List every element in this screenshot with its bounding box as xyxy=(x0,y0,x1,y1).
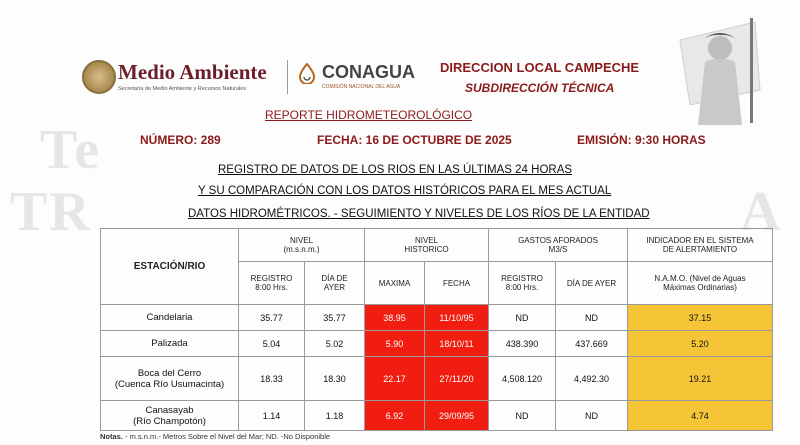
nivel-ayer: 5.02 xyxy=(305,331,365,357)
header-gasto-registro: REGISTRO 8:00 Hrs. xyxy=(489,262,556,305)
header-nivel-historico: NIVEL HISTORICO xyxy=(365,229,489,262)
nivel-fecha: 11/10/95 xyxy=(425,305,489,331)
nivel-maxima: 5.90 xyxy=(365,331,425,357)
report-title: REPORTE HIDROMETEOROLÓGICO xyxy=(265,108,473,122)
gasto-ayer: 437.669 xyxy=(556,331,628,357)
nivel-registro: 35.77 xyxy=(239,305,305,331)
section-heading-1: REGISTRO DE DATOS DE LOS RIOS EN LAS ÚLTIMAS 24 HORAS xyxy=(218,164,573,176)
namo-value: 19.21 xyxy=(628,357,773,401)
header-indicador: INDICADOR EN EL SISTEMA DE ALERTAMIENTO xyxy=(628,229,773,262)
nivel-maxima: 38.95 xyxy=(365,305,425,331)
nivel-fecha: 27/11/20 xyxy=(425,357,489,401)
direccion-title: DIRECCION LOCAL CAMPECHE xyxy=(440,60,640,75)
nivel-maxima: 6.92 xyxy=(365,401,425,431)
gasto-registro: 438.390 xyxy=(489,331,556,357)
mexico-seal-icon xyxy=(82,60,116,94)
header-namo: N.A.M.O. (Nivel de Aguas Máximas Ordinarias) xyxy=(628,262,773,305)
gasto-ayer: 4,492.30 xyxy=(556,357,628,401)
watermark-text-2: TR xyxy=(10,181,92,243)
gasto-ayer: ND xyxy=(556,305,628,331)
table-row xyxy=(101,357,773,401)
header-maxima: MAXIMA xyxy=(365,262,425,305)
watermark-text-1: Te xyxy=(40,119,102,181)
gasto-ayer: ND xyxy=(556,401,628,431)
nivel-ayer: 1.18 xyxy=(305,401,365,431)
header-dia-ayer: DÍA DE AYER xyxy=(305,262,365,305)
nivel-ayer: 18.30 xyxy=(305,357,365,401)
header-registro: REGISTRO 8:00 Hrs. xyxy=(239,262,305,305)
table-header-row xyxy=(101,229,773,262)
notes-text: - m.s.n.m.- Metros Sobre el Nivel del Mar; ND. -No Disponible xyxy=(122,432,331,441)
table-notes xyxy=(100,432,330,441)
nivel-registro: 18.33 xyxy=(239,357,305,401)
namo-value: 4.74 xyxy=(628,401,773,431)
header-gastos: GASTOS AFORADOS M3/S xyxy=(489,229,628,262)
namo-value: 5.20 xyxy=(628,331,773,357)
section-heading-3: DATOS HIDROMÉTRICOS. - SEGUIMIENTO Y NIVELES DE LOS RÍOS DE LA ENTIDAD xyxy=(188,208,650,220)
table-row xyxy=(101,401,773,431)
notes-label: Notas. xyxy=(100,432,123,441)
medio-ambiente-logo-subtitle: Secretaría de Medio Ambiente y Recursos Naturales xyxy=(118,86,247,92)
nivel-fecha: 29/09/95 xyxy=(425,401,489,431)
conagua-drop-icon xyxy=(296,62,318,84)
station-name: Boca del Cerro (Cuenca Río Usumacinta) xyxy=(101,357,239,401)
flag-woman-illustration-icon xyxy=(650,10,780,125)
watermark-text-3: A xyxy=(740,181,783,243)
section-heading-2: Y SU COMPARACIÓN CON LOS DATOS HISTÓRICOS PARA EL MES ACTUAL xyxy=(198,185,612,197)
conagua-logo-title: CONAGUA xyxy=(322,62,415,82)
report-date: FECHA: 16 DE OCTUBRE DE 2025 xyxy=(317,133,512,147)
medio-ambiente-logo-title: Medio Ambiente xyxy=(118,60,267,84)
station-name: Candelaria xyxy=(101,305,239,331)
gasto-registro: ND xyxy=(489,401,556,431)
nivel-maxima: 22.17 xyxy=(365,357,425,401)
table-row xyxy=(101,305,773,331)
logo-divider xyxy=(287,60,288,94)
conagua-logo-subtitle: COMISIÓN NACIONAL DEL AGUA xyxy=(322,84,401,90)
station-name: Canasayab (Río Champotón) xyxy=(101,401,239,431)
nivel-registro: 1.14 xyxy=(239,401,305,431)
header-nivel: NIVEL (m.s.n.m.) xyxy=(239,229,365,262)
nivel-ayer: 35.77 xyxy=(305,305,365,331)
nivel-fecha: 18/10/11 xyxy=(425,331,489,357)
gasto-registro: ND xyxy=(489,305,556,331)
namo-value: 37.15 xyxy=(628,305,773,331)
gasto-registro: 4,508.120 xyxy=(489,357,556,401)
nivel-registro: 5.04 xyxy=(239,331,305,357)
header-fecha: FECHA xyxy=(425,262,489,305)
report-emission: EMISIÓN: 9:30 HORAS xyxy=(577,133,706,147)
logos-header xyxy=(82,58,442,98)
table-row xyxy=(101,331,773,357)
header-gasto-dia-ayer: DÍA DE AYER xyxy=(556,262,628,305)
hydrometric-table xyxy=(100,228,773,431)
station-name: Palizada xyxy=(101,331,239,357)
subdireccion-title: SUBDIRECCIÓN TÉCNICA xyxy=(465,81,615,95)
report-number: NÚMERO: 289 xyxy=(140,133,221,147)
header-station: ESTACIÓN/RIO xyxy=(101,229,239,305)
